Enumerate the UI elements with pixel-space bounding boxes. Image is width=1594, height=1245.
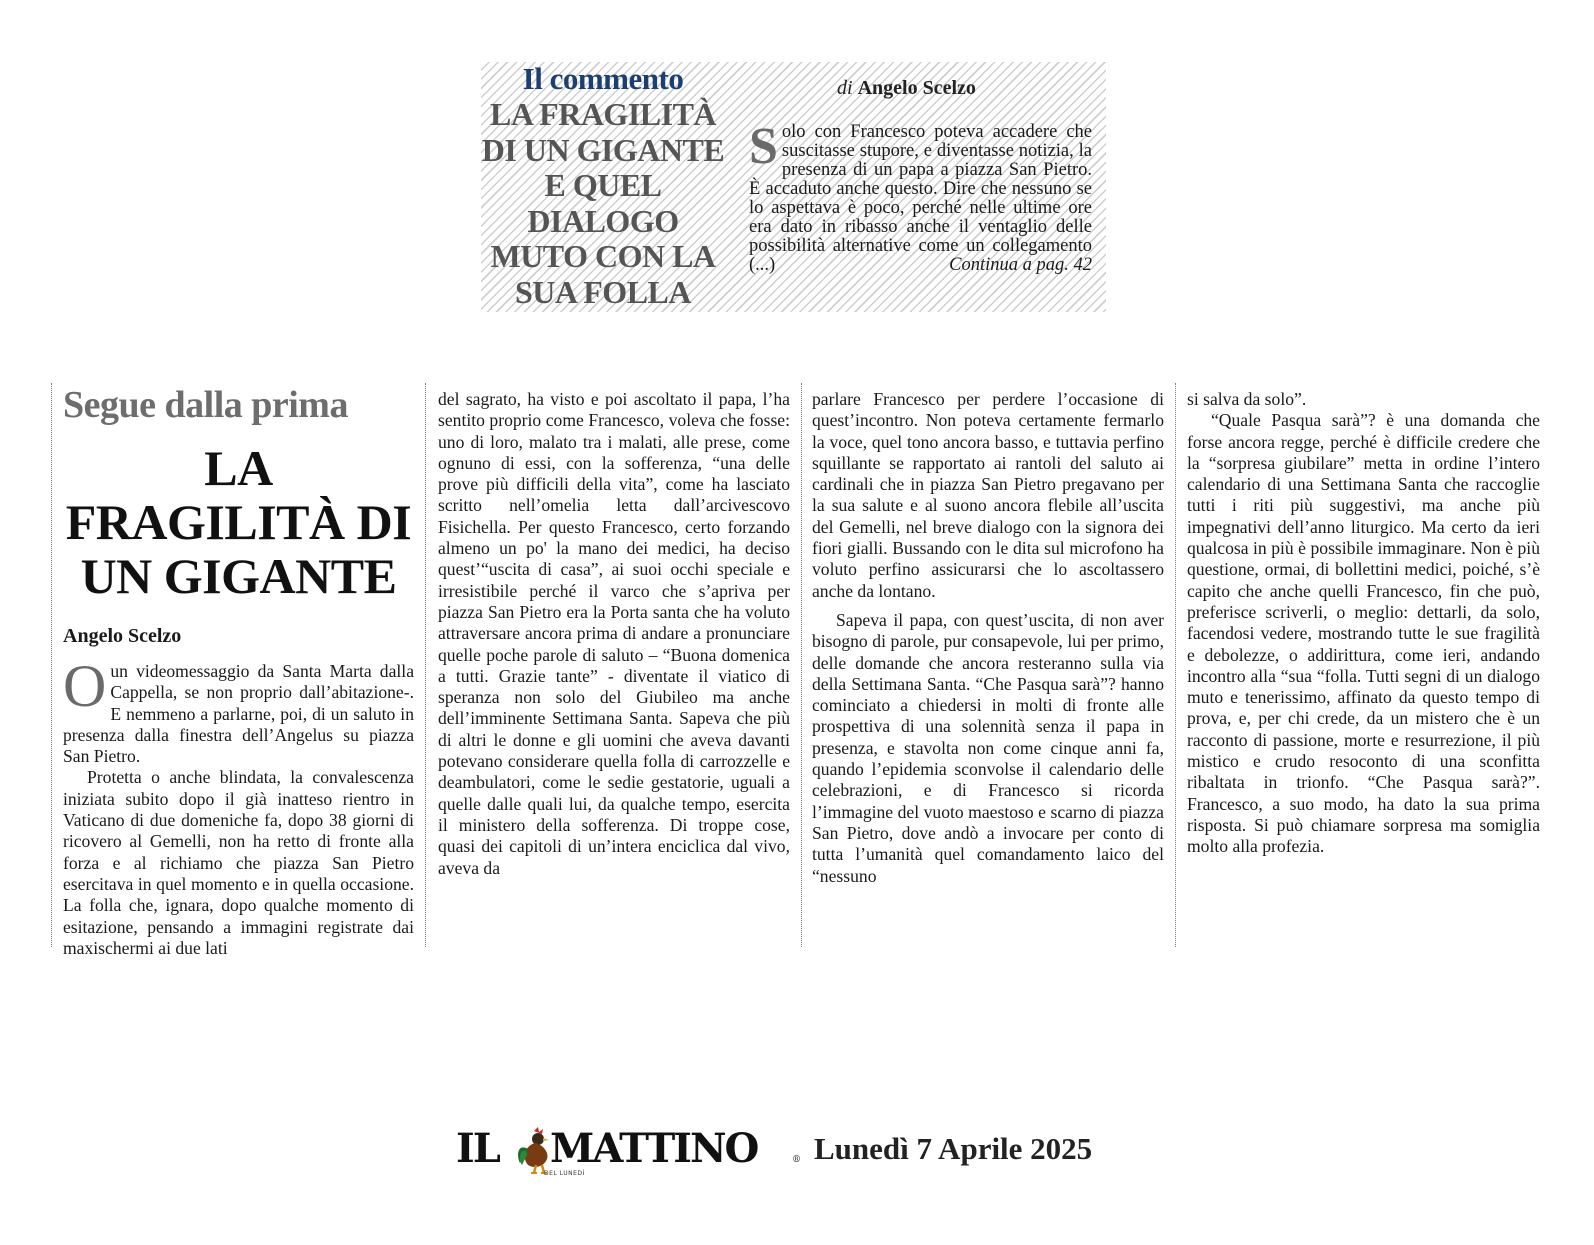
registered-mark-icon: ® [792, 1155, 801, 1165]
column-divider [51, 383, 52, 947]
issue-date: Lunedì 7 Aprile 2025 [814, 1131, 1093, 1166]
commentary-byline [837, 77, 976, 100]
article-author: Angelo Scelzo [63, 625, 182, 647]
article-column-3 [812, 389, 1164, 949]
article-dropcap: O [63, 653, 107, 719]
article-column-1 [63, 383, 414, 958]
article-paragraph: si salva da solo”. [1187, 389, 1307, 409]
commentary-box [481, 62, 1106, 312]
masthead-il: IL [456, 1125, 499, 1172]
continue-link[interactable]: Continua a pag. 42 [949, 255, 1092, 275]
article-paragraph: “Quale Pasqua sarà”? è una domanda che forse ancora regge, perché è difficile credere che la “sorpresa giubilare” metta in ordine l’intero calendario di una Settimana Santa che raccoglie tutti i riti più suggestivi, ma anche più impegnativi dell’anno liturgico. Ma certo da ieri qualcosa in più è possibile immaginare. Non è più questione, ormai, di bollettini medici, poiché, s’è capito che anche quelli Francesco, fin che può, preferisce scriverli, o meglio: dettarli, da solo, facendosi vedere, mostrando tutte le sue fragilità e debolezze, o addirittura, come ieri, andando incontro alla “sua “folla. Tutti segni di un dialogo muto e tenerissimo, affinato da questo tempo di prova, e, per chi crede, da un mistero che è un racconto di passione, morte e resurrezione, il più mistico e crudo resoconto di una sconfitta ribaltata in trionfo. “Che Pasqua sarà?”. Francesco, a suo modo, ha dato la sua prima risposta. Si può chiamare sorpresa ma somiglia molto alla profezia. [1187, 410, 1540, 857]
article-paragraph: Sapeva il papa, con quest’uscita, di non aver bisogno di parole, pur consapevole, lui per primo, delle domande che ancora resteranno sulla via della Settimana Santa. “Che Pasqua sarà”? hanno cominciato a chiedersi in molti di fronte alle prospettiva di una solennità senza il papa in presenza, e stavolta non come cinque anni fa, quando l’epidemia sconvolse il calendario delle celebrazioni, e di Francesco si ricorda l’immagine del vuoto maestoso e scarno di piazza San Pietro, dove andò a invocare per conto di tutta l’umanità quel comandamento laico del “nessuno [812, 609, 1164, 886]
masthead-mattino: MATTINO [550, 1125, 758, 1172]
masthead-logo [456, 1125, 801, 1177]
article-kicker: Segue dalla prima [63, 384, 348, 426]
byline-author: Angelo Scelzo [857, 77, 976, 99]
article-paragraph: del sagrato, ha visto e poi ascoltato il papa, l’ha sentito proprio come Francesco, voleva che fosse: uno di loro, malato tra i malati, alle prese, come ognuno di essi, con la sofferenza, “una delle prove più difficili della vita”, come ha lasciato scritto nell’omelia letta dall’arcivescovo Fisichella. Per questo Francesco, certo forzando almeno un po' la mano dei medici, ha deciso quest’“uscita di casa”, ai suoi occhi speciale e irresistibile perché il varco che s’apriva per piazza San Pietro era la Porta santa che ha voluto attraversare ancora prima di andare a pronunciare quelle poche parole di saluto – “Buona domenica a tutti. Grazie tante” - diventate il viatico di speranza non solo del Giubileo ma anche dell’imminente Settimana Santa. Sapeva che più di altri le donne e gli uomini che aveva davanti potevano considerare quella folla di carrozzelle e deambulatori, come le sedie gestatorie, uguali a quelle dalle quali lui, da qualche tempo, esercita il ministero della sofferenza. Di troppe cose, quasi dei capitoli di un’intera enciclica dal vivo, aveva da [438, 389, 790, 878]
column-divider [801, 383, 802, 947]
article-paragraph: Protetta o anche blindata, la convalescenza iniziata subito dopo il già inatteso rientro in Vaticano di due domeniche fa, dopo 38 giorni di ricovero al Gemelli, non ha retto di fronte alla forza e al richiamo che piazza San Pietro esercitava in quel momento e in quella occasione. La folla che, ignara, dopo qualche momento di esitazione, pensando a immagini registrate dai maxischermi ai due lati [63, 767, 414, 958]
page-footer [456, 1125, 1156, 1185]
commentary-text [749, 118, 1092, 275]
article-paragraph: parlare Francesco per perdere l’occasione di quest’incontro. Non poteva certamente fermarlo la voce, quel tono ancora basso, e tuttavia perfino squillante se rapportato ai rantoli del saluto ai cardinali che in piazza San Pietro pregavano per la sua salute e al suono ancora flebile all’uscita del Gemelli, nel breve dialogo con la signora dei fiori gialli. Bussando con le dita sul microfono ha voluto perfino assicurarsi che lo ascoltassero anche da lontano. [812, 389, 1164, 601]
column-divider [1175, 383, 1176, 947]
commentary-headline: LA FRAGILITÀ DI UN GIGANTE E QUEL DIALOGO MUTO CON LA SUA FOLLA [481, 96, 725, 310]
commentary-kicker: Il commento [522, 61, 684, 96]
article-column-2 [438, 389, 790, 949]
commentary-dropcap: S [749, 118, 778, 175]
byline-prefix: di [837, 77, 853, 99]
article-headline: LA FRAGILITÀ DI UN GIGANTE [65, 440, 412, 604]
article-lead-text: un videomessaggio da Santa Marta dalla Cappella, se non proprio dall’abitazione-. E nemmeno a parlarne, poi, di un saluto in presenza dalla finestra dell’Angelus su piazza San Pietro. [63, 661, 414, 767]
article-column-4 [1187, 389, 1540, 949]
masthead-subtitle: DEL LUNEDÌ [544, 1170, 585, 1177]
column-divider [425, 383, 426, 947]
article-lead-paragraph [63, 653, 414, 767]
commentary-body: olo con Francesco poteva accadere che suscitasse stupore, e diventasse notizia, la presenza di un papa a piazza San Pietro. È accaduto anche questo. Dire che nessuno se lo aspettava è poco, perché nelle ultime ore era dato in ribasso anche il ventaglio delle possibilità alternative come un collegamento (...) [749, 122, 1092, 275]
